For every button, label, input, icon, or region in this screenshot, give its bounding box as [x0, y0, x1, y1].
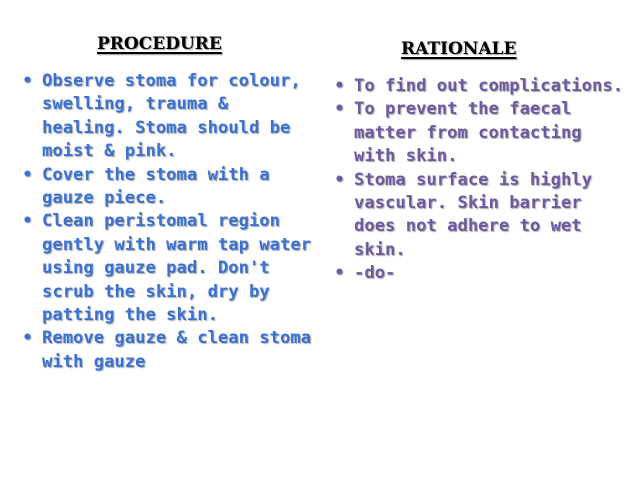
procedure-heading: PROCEDURE [97, 34, 222, 54]
procedure-item [22, 327, 312, 374]
procedure-item-text: Cover the stoma with a gauze piece. [42, 164, 270, 209]
bullet-icon: • [334, 169, 345, 190]
procedure-item [22, 210, 312, 327]
bullet-icon: • [22, 328, 33, 349]
procedure-item-text: Clean peristomal region gently with warm tap water using gauze pad. Don't scrub the skin, dry by patting the skin. [42, 211, 312, 326]
rationale-item [334, 75, 624, 98]
bullet-icon: • [22, 164, 33, 185]
bullet-icon: • [334, 76, 345, 96]
rationale-item [334, 98, 624, 168]
procedure-item [22, 70, 312, 164]
bullet-icon: • [334, 99, 345, 120]
rationale-list [334, 75, 624, 286]
rationale-item-text: -do- [354, 263, 396, 284]
rationale-heading: RATIONALE [401, 39, 517, 59]
procedure-item [22, 164, 312, 211]
bullet-icon: • [334, 263, 345, 284]
bullet-icon: • [22, 71, 33, 91]
rationale-item-text: Stoma surface is highly vascular. Skin barrier does not adhere to wet skin. [354, 169, 592, 260]
rationale-item-text: To prevent the faecal matter from contacting with skin. [354, 99, 582, 167]
procedure-item-text: Remove gauze & clean stoma with gauze [42, 328, 312, 372]
rationale-item [334, 262, 624, 285]
rationale-item [334, 169, 624, 263]
procedure-item-text: Observe stoma for colour, swelling, trauma & healing. Stoma should be moist & pink. [42, 71, 301, 162]
bullet-icon: • [22, 211, 33, 232]
procedure-list [22, 70, 312, 374]
rationale-item-text: To find out complications. [354, 76, 624, 96]
